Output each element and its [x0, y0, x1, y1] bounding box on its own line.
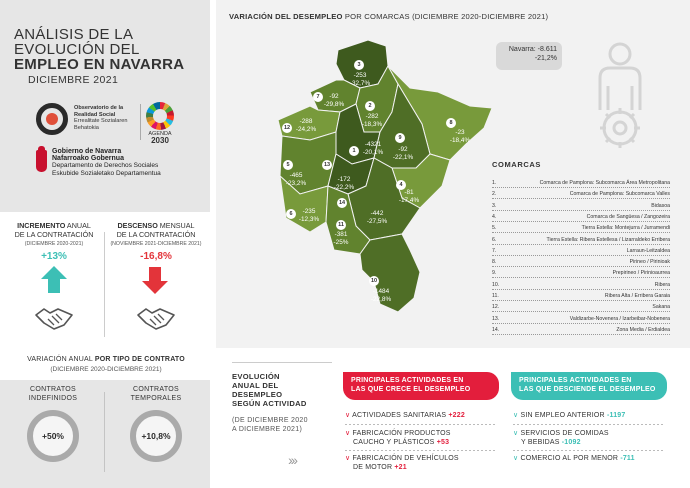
region-label-7: [316, 93, 352, 108]
indicator-title: [4, 222, 104, 239]
crece-item: [345, 412, 505, 421]
crece-item-text: FABRICACIÓN PRODUCTOS: [352, 430, 451, 437]
evo-title-line: DESEMPLEO: [232, 390, 283, 399]
region-value: -465: [289, 172, 303, 179]
region-number: 11: [336, 220, 346, 230]
region-number: 3: [354, 60, 364, 70]
comarca-name: Comarca de Pamplona: Subcomarca Área Metropolitana: [539, 180, 670, 186]
region-number: 4: [396, 180, 406, 190]
indicator-value: +13%: [41, 251, 67, 262]
comarca-row: [492, 179, 670, 188]
region-pct: -12,3%: [298, 215, 320, 223]
region-value: -282: [365, 113, 379, 120]
comarca-name: Comarca de Sangüesa / Zangozeira: [586, 213, 670, 220]
evo-title-line: EVOLUCIÓN: [232, 372, 280, 381]
region-label-8: [444, 129, 476, 144]
region-label-3: [343, 72, 377, 87]
crece-item-text: FABRICACIÓN DE VEHÍCULOS: [352, 455, 459, 462]
comarca-name: Prepirineo / Pirinioaurrea: [612, 270, 670, 277]
handshake-icon: [34, 305, 74, 331]
region-value: -235: [302, 208, 316, 215]
region-pct: -24,2%: [295, 125, 317, 133]
desciende-item-value: -1197: [606, 412, 626, 419]
crece-header-line2: LAS QUE CRECE EL DESEMPLEO: [351, 385, 471, 393]
region-label-9: [386, 146, 420, 161]
tipo-label-line1: CONTRATOS: [30, 386, 76, 393]
region-label-13: [327, 176, 361, 191]
gob-dept: Departamento de Derechos Sociales: [52, 162, 159, 170]
region-pct: -32,7%: [349, 79, 371, 87]
comarca-row: [492, 213, 670, 222]
comarcas-title: COMARCAS: [492, 160, 541, 169]
evo-title-line: ANUAL DEL: [232, 381, 279, 390]
desciende-item: [513, 430, 683, 447]
ors-line3: Behatokia: [74, 124, 99, 131]
region-pct: -18,3%: [361, 120, 383, 128]
comarca-row: [492, 281, 670, 290]
handshake-icon: [136, 305, 176, 331]
indicator-title-bold: DESCENSO: [117, 221, 158, 230]
region-value: -81: [404, 189, 414, 196]
region-value: -381: [334, 231, 348, 238]
agenda-line1: AGENDA: [148, 131, 172, 137]
region-number: 12: [283, 125, 291, 131]
ors-name: Observatorio de la Realidad Social: [74, 105, 124, 118]
comarca-name: Bidasoa: [651, 202, 670, 209]
tipo-value: +10,8%: [141, 431, 171, 441]
gob-name: Gobierno de Navarra: [52, 148, 122, 155]
desciende-item-text: SERVICIOS DE COMIDAS: [520, 430, 609, 437]
evo-period-line: A DICIEMBRE 2021): [232, 426, 303, 433]
comarca-number: 3.: [492, 202, 497, 209]
tipo-card-label: [106, 386, 206, 403]
title-line-1: ANÁLISIS DE LA: [14, 26, 134, 43]
chevron-down-icon: ∨: [513, 455, 519, 462]
tipo-card-label: [3, 386, 103, 403]
desciende-header: [511, 372, 667, 400]
region-label-6: [293, 208, 325, 223]
comarca-row: [492, 315, 670, 324]
page-subtitle: DICIEMBRE 2021: [28, 74, 119, 86]
comarca-number: 14.: [492, 326, 500, 333]
arrow-up-stem: [48, 279, 60, 293]
region-value: -92: [329, 93, 339, 100]
chevron-down-icon: ∨: [345, 455, 351, 462]
region-label-12: [289, 118, 323, 133]
tipo-label-line1: CONTRATOS: [133, 386, 179, 393]
agenda-2030-icon: [146, 102, 174, 130]
region-pct: -18,4%: [449, 136, 471, 144]
agenda-2030-text: [143, 131, 177, 145]
desciende-item: [513, 412, 683, 421]
comarca-name: Valdizarbe-Novenera / Izarbeibar-Nobenera: [569, 315, 670, 322]
crece-item: [345, 455, 505, 472]
comarca-number: 4.: [492, 213, 497, 220]
tipo-card-temporales: [106, 386, 206, 462]
desciende-item-text2: Y BEBIDAS: [521, 438, 562, 446]
comarca-name: Pirineo / Pirinioak: [629, 259, 670, 266]
comarca-row: [492, 269, 670, 278]
region-pct: -22,2%: [333, 183, 355, 191]
crece-header: [343, 372, 499, 400]
gob-name-eu: Nafarroako Gobernua: [52, 155, 124, 163]
arrow-down-icon: [142, 281, 168, 294]
navarra-total: Navarra: -8.611: [508, 46, 557, 53]
region-label-5: [280, 172, 312, 187]
region-value: -23: [455, 129, 465, 136]
crece-item-value: +222: [448, 412, 465, 419]
arrow-down-stem: [149, 267, 161, 281]
ors-line2: Errealitate Sozialaren: [74, 118, 128, 124]
comarca-name: Comarca de Pamplona: Subcomarca Valles: [569, 191, 670, 198]
evo-title-line: SEGÚN ACTIVIDAD: [232, 399, 307, 408]
tipo-label-line2: INDEFINIDOS: [28, 394, 78, 402]
navarra-pct: -21,2%: [534, 55, 557, 62]
chevrons-right-icon: ›››: [288, 452, 296, 468]
region-pct: -22,8%: [370, 295, 392, 303]
tipo-title-bold: POR TIPO DE CONTRATO: [94, 356, 185, 363]
indicator-title-rest: MENSUAL: [157, 221, 195, 230]
indicator-incremento: [4, 222, 104, 262]
tipo-ring: [130, 410, 182, 462]
comarca-row: [492, 292, 670, 301]
comarca-name: Tierra Estella: Ribera Estellesa / Lizarraldeko Erribera: [546, 236, 670, 243]
tipo-title-pre: VARIACIÓN ANUAL: [27, 356, 95, 363]
worker-gear-icon: [578, 40, 662, 152]
region-value: -442: [370, 210, 384, 217]
region-value: -4321: [364, 141, 382, 148]
chevron-down-icon: ∨: [345, 412, 351, 419]
indicator-title: [106, 222, 206, 239]
comarca-row: [492, 190, 670, 199]
region-pct: -23,2%: [285, 179, 307, 187]
comarca-number: 8.: [492, 259, 497, 266]
map-title-rest: POR COMARCAS (DICIEMBRE 2020-DICIEMBRE 2021): [342, 12, 549, 21]
region-number: 9: [395, 133, 405, 143]
region-value: -172: [337, 176, 351, 183]
tipo-card-indefinidos: [3, 386, 103, 462]
desciende-item-text: COMERCIO AL POR MENOR: [520, 455, 621, 462]
region-pct: -29,8%: [323, 100, 345, 108]
region-pct: -27,5%: [366, 217, 388, 225]
region-pct: -17,4%: [398, 196, 420, 204]
chevron-down-icon: ∨: [513, 430, 519, 437]
region-label-2: [355, 113, 389, 128]
gobierno-shield-icon: [36, 150, 47, 172]
region-value: -288: [299, 118, 313, 125]
title-line-bold: EMPLEO EN NAVARRA: [14, 56, 185, 73]
desciende-separator: [513, 424, 665, 425]
evolucion-block: [232, 372, 332, 434]
arrow-up-icon: [41, 266, 67, 279]
comarca-row: [492, 224, 670, 233]
comarca-row: [492, 247, 670, 256]
region-number: 5: [283, 160, 293, 170]
tipo-label-line2: TEMPORALES: [130, 394, 182, 402]
indicator-title-rest: ANUAL: [65, 221, 91, 230]
region-number: 7: [313, 92, 323, 102]
desciende-item: [513, 455, 683, 464]
crece-item: [345, 430, 505, 447]
desciende-item-value: -711: [620, 455, 635, 462]
crece-item-value: +53: [436, 438, 450, 446]
navarra-total-box: [496, 42, 562, 70]
comarca-name: Ribera: [654, 281, 670, 288]
region-value: -253: [353, 72, 367, 79]
comarca-row: [492, 258, 670, 267]
indicator-title-line2: DE LA CONTRATACIÓN: [116, 229, 196, 239]
tipo-contrato-title: [8, 356, 204, 363]
evolucion-title: [232, 372, 332, 408]
gob-dept-eu: Eskubide Sozialetako Departamentua: [52, 169, 161, 177]
comarca-number: 5.: [492, 225, 497, 232]
desciende-item-text: SIN EMPLEO ANTERIOR: [520, 412, 607, 419]
region-number: 1: [349, 146, 359, 156]
indicator-divider: [104, 232, 105, 337]
comarca-number: 7.: [492, 247, 497, 254]
chevron-down-icon: ∨: [513, 412, 519, 419]
comarca-number: 2.: [492, 191, 497, 198]
region-value: -1484: [372, 288, 390, 295]
indicator-period: (DICIEMBRE 2020-2021): [24, 241, 84, 247]
region-number: 6: [286, 209, 296, 219]
region-number: 14: [338, 200, 346, 206]
region-number: 8: [446, 118, 456, 128]
comarca-number: 13.: [492, 315, 500, 322]
comarca-number: 6.: [492, 236, 497, 243]
comarca-name: Zona Media / Erdialdea: [616, 326, 670, 333]
comarca-number: 9.: [492, 270, 497, 277]
region-pct: -25%: [333, 238, 349, 246]
tipo-contrato-period: (DICIEMBRE 2020-DICIEMBRE 2021): [50, 366, 162, 373]
indicator-period: (NOVIEMBRE 2021-DICIEMBRE 2021): [110, 241, 202, 247]
region-number: 10: [370, 278, 378, 284]
gobierno-logo-text: [52, 148, 202, 177]
comarca-number: 1.: [492, 180, 497, 186]
page-title: [14, 27, 204, 72]
indicator-descenso: [106, 222, 206, 262]
indicator-title-bold: INCREMENTO: [17, 221, 66, 230]
tipo-divider: [104, 392, 105, 472]
region-number: 2: [365, 101, 375, 111]
observatorio-logo-text: [74, 105, 142, 131]
map-title-bold: VARIACIÓN DEL DESEMPLEO: [229, 12, 343, 21]
crece-separator: [345, 450, 497, 451]
tipo-ring: [27, 410, 79, 462]
desciende-item-value: -1092: [561, 438, 581, 446]
comarca-row: [492, 326, 670, 335]
map-title: [229, 12, 548, 21]
crece-item-text2: CAUCHO Y PLÁSTICOS: [353, 438, 437, 446]
crece-item-text2: DE MOTOR: [353, 463, 395, 471]
chevron-down-icon: ∨: [345, 430, 351, 437]
crece-header-line1: PRINCIPALES ACTIVIDADES EN: [351, 377, 464, 384]
comarca-row: [492, 202, 670, 211]
region-label-10: [364, 288, 398, 303]
comarca-name: Larraun-Leitzaldea: [626, 247, 670, 254]
comarca-name: Tierra Estella: Montejurra / Jurramendi: [581, 225, 670, 232]
region-value: -92: [398, 146, 408, 153]
region-pct: -22,1%: [392, 153, 414, 161]
agenda-line2: 2030: [151, 136, 169, 145]
crece-item-text: ACTIVIDADES SANITARIAS: [352, 412, 449, 419]
comarca-row: [492, 303, 670, 312]
desciende-header-line1: PRINCIPALES ACTIVIDADES EN: [519, 377, 632, 384]
comarca-number: 12.: [492, 304, 500, 311]
logo-divider: [140, 104, 141, 140]
comarca-number: 10.: [492, 281, 500, 288]
evo-divider: [232, 362, 332, 363]
region-label-1: [356, 141, 390, 156]
comarca-name: Ribera Alta / Erribera Garaia: [604, 293, 670, 299]
region-label-14: [360, 210, 394, 225]
indicator-title-line2: DE LA CONTRATACIÓN: [14, 229, 94, 239]
observatorio-logo-icon: [36, 103, 68, 135]
crece-item-value: +21: [394, 463, 407, 471]
comarca-number: 11.: [492, 293, 499, 299]
desciende-separator: [513, 450, 665, 451]
desciende-header-line2: LAS QUE DESCIENDE EL DESEMPLEO: [519, 385, 656, 393]
crece-separator: [345, 424, 497, 425]
region-label-11: [326, 231, 356, 246]
evo-period-line: (DE DICIEMBRE 2020: [232, 417, 308, 424]
region-pct: -20,1%: [362, 148, 384, 156]
region-label-4: [394, 189, 424, 204]
indicator-value: -16,8%: [140, 251, 172, 262]
tipo-value: +50%: [42, 431, 64, 441]
region-number: 13: [323, 162, 331, 168]
comarca-row: [492, 236, 670, 245]
comarca-name: Sakana: [652, 304, 670, 311]
title-line-2: EVOLUCIÓN DEL: [14, 41, 140, 58]
evolucion-period: [232, 416, 332, 434]
